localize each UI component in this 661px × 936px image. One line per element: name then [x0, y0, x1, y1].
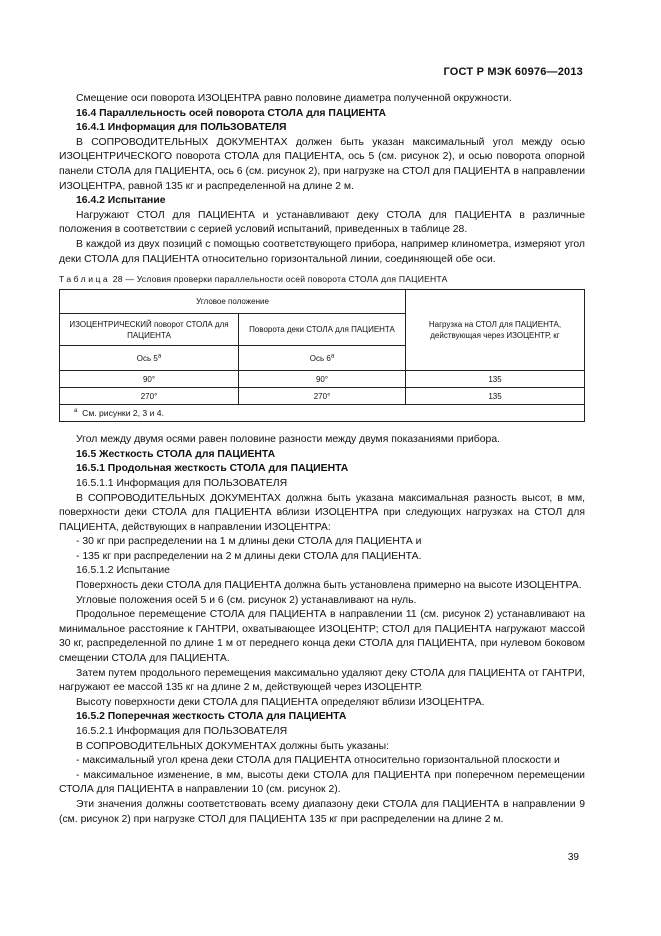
axis-5-label: Ось 5	[136, 353, 158, 363]
table-cell: 135	[406, 371, 585, 388]
paragraph: Высоту поверхности деки СТОЛА для ПАЦИЕНТА определяют вблизи ИЗОЦЕНТРА.	[76, 696, 485, 708]
section-heading-16-5-2-1: 16.5.2.1 Информация для ПОЛЬЗОВАТЕЛЯ	[76, 726, 288, 737]
table-cell: 90°	[239, 371, 406, 388]
table-row	[60, 388, 585, 405]
list-item: - 135 кг при распределении на 2 м длины деки СТОЛА для ПАЦИЕНТА.	[76, 550, 422, 562]
paragraph: Угловые положения осей 5 и 6 (см. рисунок 2) устанавливают на нуль.	[76, 594, 417, 606]
table-cell: 90°	[60, 371, 239, 388]
table-header-tabletop: Поворота деки СТОЛА для ПАЦИЕНТА	[239, 314, 406, 346]
paragraph: В СОПРОВОДИТЕЛЬНЫХ ДОКУМЕНТАХ должен быть указан максимальный угол между осью ИЗОЦЕНТРИЧЕСКОГО поворота СТОЛА для ПАЦИЕНТА, ось 5 (см. рисунок 2), и осью поворота опорной панели СТОЛА для ПАЦИЕНТА, ось 6 (см. рисунок 2), при нагрузке на СТОЛ для ПАЦИЕНТА в направлении ИЗОЦЕНТРА, равной 135 кг и распределенной на длине 2 м.	[59, 136, 585, 192]
section-heading-16-5-1: 16.5.1 Продольная жесткость СТОЛА для ПАЦИЕНТА	[76, 463, 349, 475]
table-cell: 135	[406, 388, 585, 405]
table-axis-6	[239, 346, 406, 371]
table-group-header: Угловое положение	[60, 290, 406, 314]
axis-6-label: Ось 6	[309, 353, 331, 363]
table-row	[60, 371, 585, 388]
paragraph: В каждой из двух позиций с помощью соответствующего прибора, например клинометра, измеряют угол деки СТОЛА для ПАЦИЕНТА относительно горизонтальной линии, соединяющей обе оси.	[59, 238, 585, 265]
section-heading-16-5: 16.5 Жесткость СТОЛА для ПАЦИЕНТА	[76, 448, 276, 460]
table-axis-5	[60, 346, 239, 371]
table-cell: 270°	[60, 388, 239, 405]
table-header-isocentric: ИЗОЦЕНТРИЧЕСКИЙ поворот СТОЛА для ПАЦИЕНТА	[60, 314, 239, 346]
table-footnote	[60, 405, 585, 422]
list-item: - максимальное изменение, в мм, высоты деки СТОЛА для ПАЦИЕНТА при поперечном перемещении СТОЛА для ПАЦИЕНТА в направлении 10 (см. рисунок 2).	[59, 769, 585, 796]
page-number: 39	[567, 852, 579, 863]
table-cell: 270°	[239, 388, 406, 405]
paragraph: В СОПРОВОДИТЕЛЬНЫХ ДОКУМЕНТАХ должна быть указана максимальная разность высот, в мм, поверхности деки СТОЛА для ПАЦИЕНТА вблизи ИЗОЦЕНТРА при следующих нагрузках на СТОЛ для ПАЦИЕНТА, действующих в направлении ИЗОЦЕНТРА:	[59, 492, 585, 533]
footnote-mark: a	[157, 352, 162, 359]
table-caption	[59, 273, 585, 286]
paragraph: Затем путем продольного перемещения максимально удаляют деку СТОЛА для ПАЦИЕНТА от ГАНТРИ, нагружают ее массой 135 кг на длине 2 м, действующей через ИЗОЦЕНТР.	[59, 667, 585, 694]
section-heading-16-5-2: 16.5.2 Поперечная жесткость СТОЛА для ПАЦИЕНТА	[76, 711, 347, 723]
paragraph: Угол между двумя осями равен половине разности между двумя показаниями прибора.	[76, 434, 500, 446]
paragraph: Нагружают СТОЛ для ПАЦИЕНТА и устанавливают деку СТОЛА для ПАЦИЕНТА в различные положения в соответствии с серией условий испытаний, приведенных в таблице 28.	[59, 209, 585, 236]
footnote-text: См. рисунки 2, 3 и 4.	[82, 407, 164, 418]
conditions-table	[59, 289, 585, 422]
paragraph: Продольное перемещение СТОЛА для ПАЦИЕНТА в направлении 11 (см. рисунок 2) устанавливают на минимальное расстояние к ГАНТРИ, охватывающее ИЗОЦЕНТР; СТОЛ для ПАЦИЕНТА нагружают массой 30 кг, распределенной по длине 1 м от переднего конца деки СТОЛА для ПАЦИЕНТА, при нулевом боковом смещении СТОЛА для ПАЦИЕНТА.	[59, 609, 585, 665]
table-header-load: Нагрузка на СТОЛ для ПАЦИЕНТА, действующая через ИЗОЦЕНТР, кг	[406, 290, 585, 371]
paragraph: В СОПРОВОДИТЕЛЬНЫХ ДОКУМЕНТАХ должны быть указаны:	[76, 740, 390, 752]
paragraph: Поверхность деки СТОЛА для ПАЦИЕНТА должна быть установлена примерно на высоте ИЗОЦЕНТРА.	[76, 580, 582, 592]
paragraph: Эти значения должны соответствовать всему диапазону деки СТОЛА для ПАЦИЕНТА в направлении 9 (см. рисунок 2) при нагрузке СТОЛ для ПАЦИЕНТА 135 кг при распределении на длине 2 м.	[59, 798, 585, 825]
footnote-mark: a	[74, 407, 78, 414]
footnote-mark: a	[330, 352, 335, 359]
list-item: - 30 кг при распределении на 1 м длины деки СТОЛА для ПАЦИЕНТА и	[76, 536, 422, 548]
list-item: - максимальный угол крена деки СТОЛА для ПАЦИЕНТА относительно горизонтальной плоскости и	[76, 755, 560, 767]
section-heading-16-5-1-2: 16.5.1.2 Испытание	[76, 565, 170, 577]
standard-header: ГОСТ Р МЭК 60976—2013	[443, 66, 583, 78]
section-heading-16-5-1-1: 16.5.1.1 Информация для ПОЛЬЗОВАТЕЛЯ	[76, 477, 288, 489]
section-heading-16-4-2: 16.4.2 Испытание	[76, 195, 166, 207]
section-heading-16-4-1: 16.4.1 Информация для ПОЛЬЗОВАТЕЛЯ	[76, 122, 287, 134]
paragraph: Смещение оси поворота ИЗОЦЕНТРА равно половине диаметра полученной окружности.	[76, 93, 512, 104]
table-caption-prefix: Таблица	[59, 274, 111, 285]
section-heading-16-4: 16.4 Параллельность осей поворота СТОЛА для ПАЦИЕНТА	[76, 107, 387, 119]
table-caption-text: 28 — Условия проверки параллельности осей поворота СТОЛА для ПАЦИЕНТА	[110, 274, 448, 285]
body-text	[59, 92, 585, 827]
